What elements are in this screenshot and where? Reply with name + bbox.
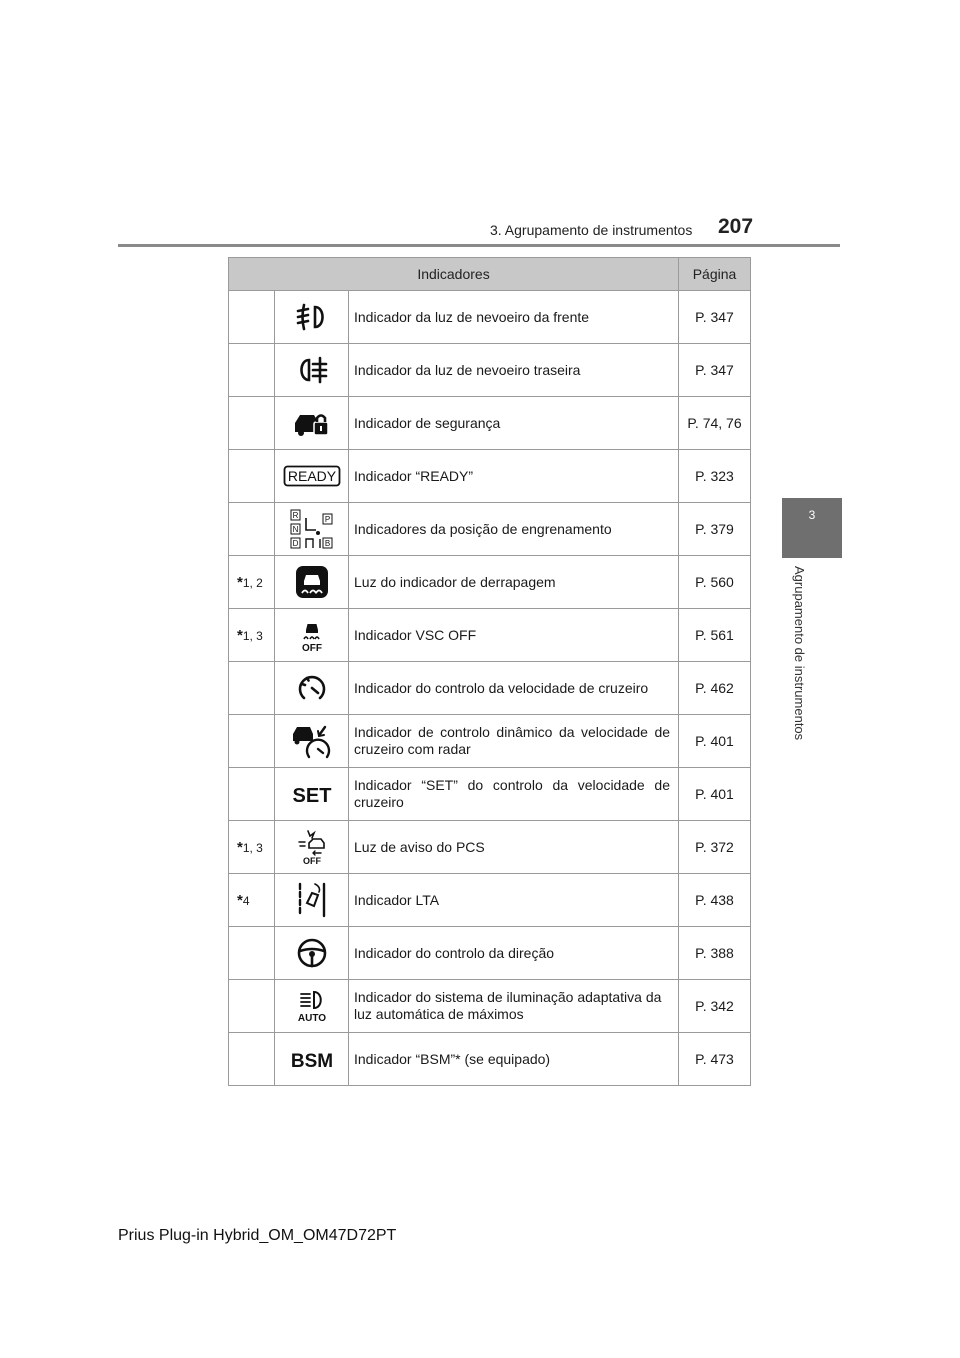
indicator-name: Indicador de controlo dinâmico da velocidade de cruzeiro com radar <box>349 715 679 768</box>
ready-icon <box>283 465 341 487</box>
indicator-name: Indicador “READY” <box>349 450 679 503</box>
note-cell <box>229 662 275 715</box>
table-row <box>229 874 751 927</box>
page-ref[interactable]: P. 323 <box>679 450 751 503</box>
vsc-off-icon <box>295 618 329 652</box>
note-cell <box>229 874 275 927</box>
asterisk: * <box>237 838 243 856</box>
note-cell <box>229 768 275 821</box>
table-row <box>229 927 751 980</box>
table-row <box>229 450 751 503</box>
front-fog-light-icon <box>295 302 329 332</box>
indicator-name: Indicador do sistema de iluminação adaptativa da luz automática de máximos <box>349 980 679 1033</box>
indicator-name: Indicador do controlo da direção <box>349 927 679 980</box>
asterisk: * <box>237 891 243 909</box>
table-row <box>229 980 751 1033</box>
icon-cell <box>275 450 349 503</box>
note-cell <box>229 609 275 662</box>
header-indicators: Indicadores <box>229 258 679 291</box>
page-ref[interactable]: P. 372 <box>679 821 751 874</box>
note-text: 1, 3 <box>242 840 263 855</box>
slip-indicator-icon <box>295 565 329 599</box>
indicator-name: Indicador LTA <box>349 874 679 927</box>
table-row <box>229 609 751 662</box>
note-cell <box>229 450 275 503</box>
icon-cell <box>275 821 349 874</box>
note-cell <box>229 344 275 397</box>
table-row <box>229 662 751 715</box>
page-ref[interactable]: P. 379 <box>679 503 751 556</box>
indicator-name: Indicador de segurança <box>349 397 679 450</box>
icon-cell <box>275 662 349 715</box>
security-car-lock-icon <box>292 408 332 438</box>
table-row <box>229 503 751 556</box>
icon-cell <box>275 768 349 821</box>
set-icon <box>290 781 334 807</box>
indicator-name: Indicador da luz de nevoeiro traseira <box>349 344 679 397</box>
pcs-off-label: OFF <box>302 856 321 865</box>
note-cell <box>229 927 275 980</box>
note-cell <box>229 397 275 450</box>
rear-fog-light-icon <box>295 355 329 385</box>
chapter-label <box>788 566 810 766</box>
chapter-tab[interactable] <box>782 498 842 558</box>
shift-letter: B <box>324 539 330 548</box>
note-text: 1, 2 <box>242 575 263 590</box>
page-ref[interactable]: P. 347 <box>679 344 751 397</box>
footer-document-id: Prius Plug-in Hybrid_OM_OM47D72PT <box>118 1227 397 1244</box>
shift-letter: P <box>324 515 330 524</box>
page-ref[interactable]: P. 342 <box>679 980 751 1033</box>
indicator-name: Indicador do controlo da velocidade de cruzeiro <box>349 662 679 715</box>
indicator-name: Indicador VSC OFF <box>349 609 679 662</box>
table-row <box>229 1033 751 1086</box>
auto-high-beam-icon <box>295 989 329 1023</box>
note-cell <box>229 556 275 609</box>
page-number: 207 <box>718 215 754 238</box>
asterisk: * <box>237 573 243 591</box>
icon-cell <box>275 556 349 609</box>
shift-letter: N <box>292 525 298 534</box>
page-ref[interactable]: P. 74, 76 <box>679 397 751 450</box>
note-text: 1, 3 <box>242 628 263 643</box>
icon-cell <box>275 1033 349 1086</box>
indicator-name: Luz do indicador de derrapagem <box>349 556 679 609</box>
shift-letter: D <box>292 539 298 548</box>
bsm-icon-label: BSM <box>290 1051 333 1072</box>
cruise-control-icon <box>296 672 328 704</box>
note-cell <box>229 1033 275 1086</box>
lta-icon <box>295 881 329 919</box>
page-ref[interactable]: P. 560 <box>679 556 751 609</box>
table-row <box>229 344 751 397</box>
indicator-name: Indicador “BSM”* (se equipado) <box>349 1033 679 1086</box>
shift-position-icon <box>289 506 335 552</box>
indicator-name: Indicadores da posição de engrenamento <box>349 503 679 556</box>
pcs-warning-icon <box>295 829 329 865</box>
note-cell <box>229 503 275 556</box>
page-ref[interactable]: P. 438 <box>679 874 751 927</box>
bsm-icon <box>287 1046 337 1072</box>
set-icon-label: SET <box>292 785 331 807</box>
indicator-name: Luz de aviso do PCS <box>349 821 679 874</box>
indicator-name: Indicador “SET” do controlo da velocidade de cruzeiro <box>349 768 679 821</box>
chapter-number: 3 <box>808 508 816 522</box>
header-divider <box>118 244 840 247</box>
section-title: 3. Agrupamento de instrumentos <box>490 222 693 238</box>
icon-cell <box>275 715 349 768</box>
page-ref[interactable]: P. 401 <box>679 715 751 768</box>
table-row <box>229 397 751 450</box>
page-ref[interactable]: P. 347 <box>679 291 751 344</box>
page-ref[interactable]: P. 462 <box>679 662 751 715</box>
ready-icon-label: READY <box>287 468 336 484</box>
icon-cell <box>275 980 349 1033</box>
note-cell <box>229 821 275 874</box>
auto-label: AUTO <box>297 1013 326 1023</box>
note-cell <box>229 980 275 1033</box>
radar-cruise-control-icon <box>291 723 333 759</box>
table-header <box>229 258 751 291</box>
icon-cell <box>275 874 349 927</box>
icon-cell <box>275 503 349 556</box>
steering-control-icon <box>296 937 328 969</box>
icon-cell <box>275 609 349 662</box>
icon-cell <box>275 291 349 344</box>
chapter-label-text: Agrupamento de instrumentos <box>792 566 807 741</box>
note-cell <box>229 715 275 768</box>
icon-cell <box>275 344 349 397</box>
indicator-name: Indicador da luz de nevoeiro da frente <box>349 291 679 344</box>
shift-letter: R <box>292 511 298 520</box>
icon-cell <box>275 927 349 980</box>
page-ref[interactable]: P. 388 <box>679 927 751 980</box>
asterisk: * <box>237 626 243 644</box>
icon-cell <box>275 397 349 450</box>
table-row <box>229 768 751 821</box>
table-row <box>229 821 751 874</box>
vsc-off-label: OFF <box>301 643 322 652</box>
page-ref[interactable]: P. 561 <box>679 609 751 662</box>
table-row <box>229 715 751 768</box>
note-text: 4 <box>242 893 250 908</box>
table-row <box>229 556 751 609</box>
header-page: Página <box>679 258 751 291</box>
note-cell <box>229 291 275 344</box>
indicators-table <box>228 257 751 1086</box>
page-ref[interactable]: P. 401 <box>679 768 751 821</box>
page-ref[interactable]: P. 473 <box>679 1033 751 1086</box>
table-row <box>229 291 751 344</box>
